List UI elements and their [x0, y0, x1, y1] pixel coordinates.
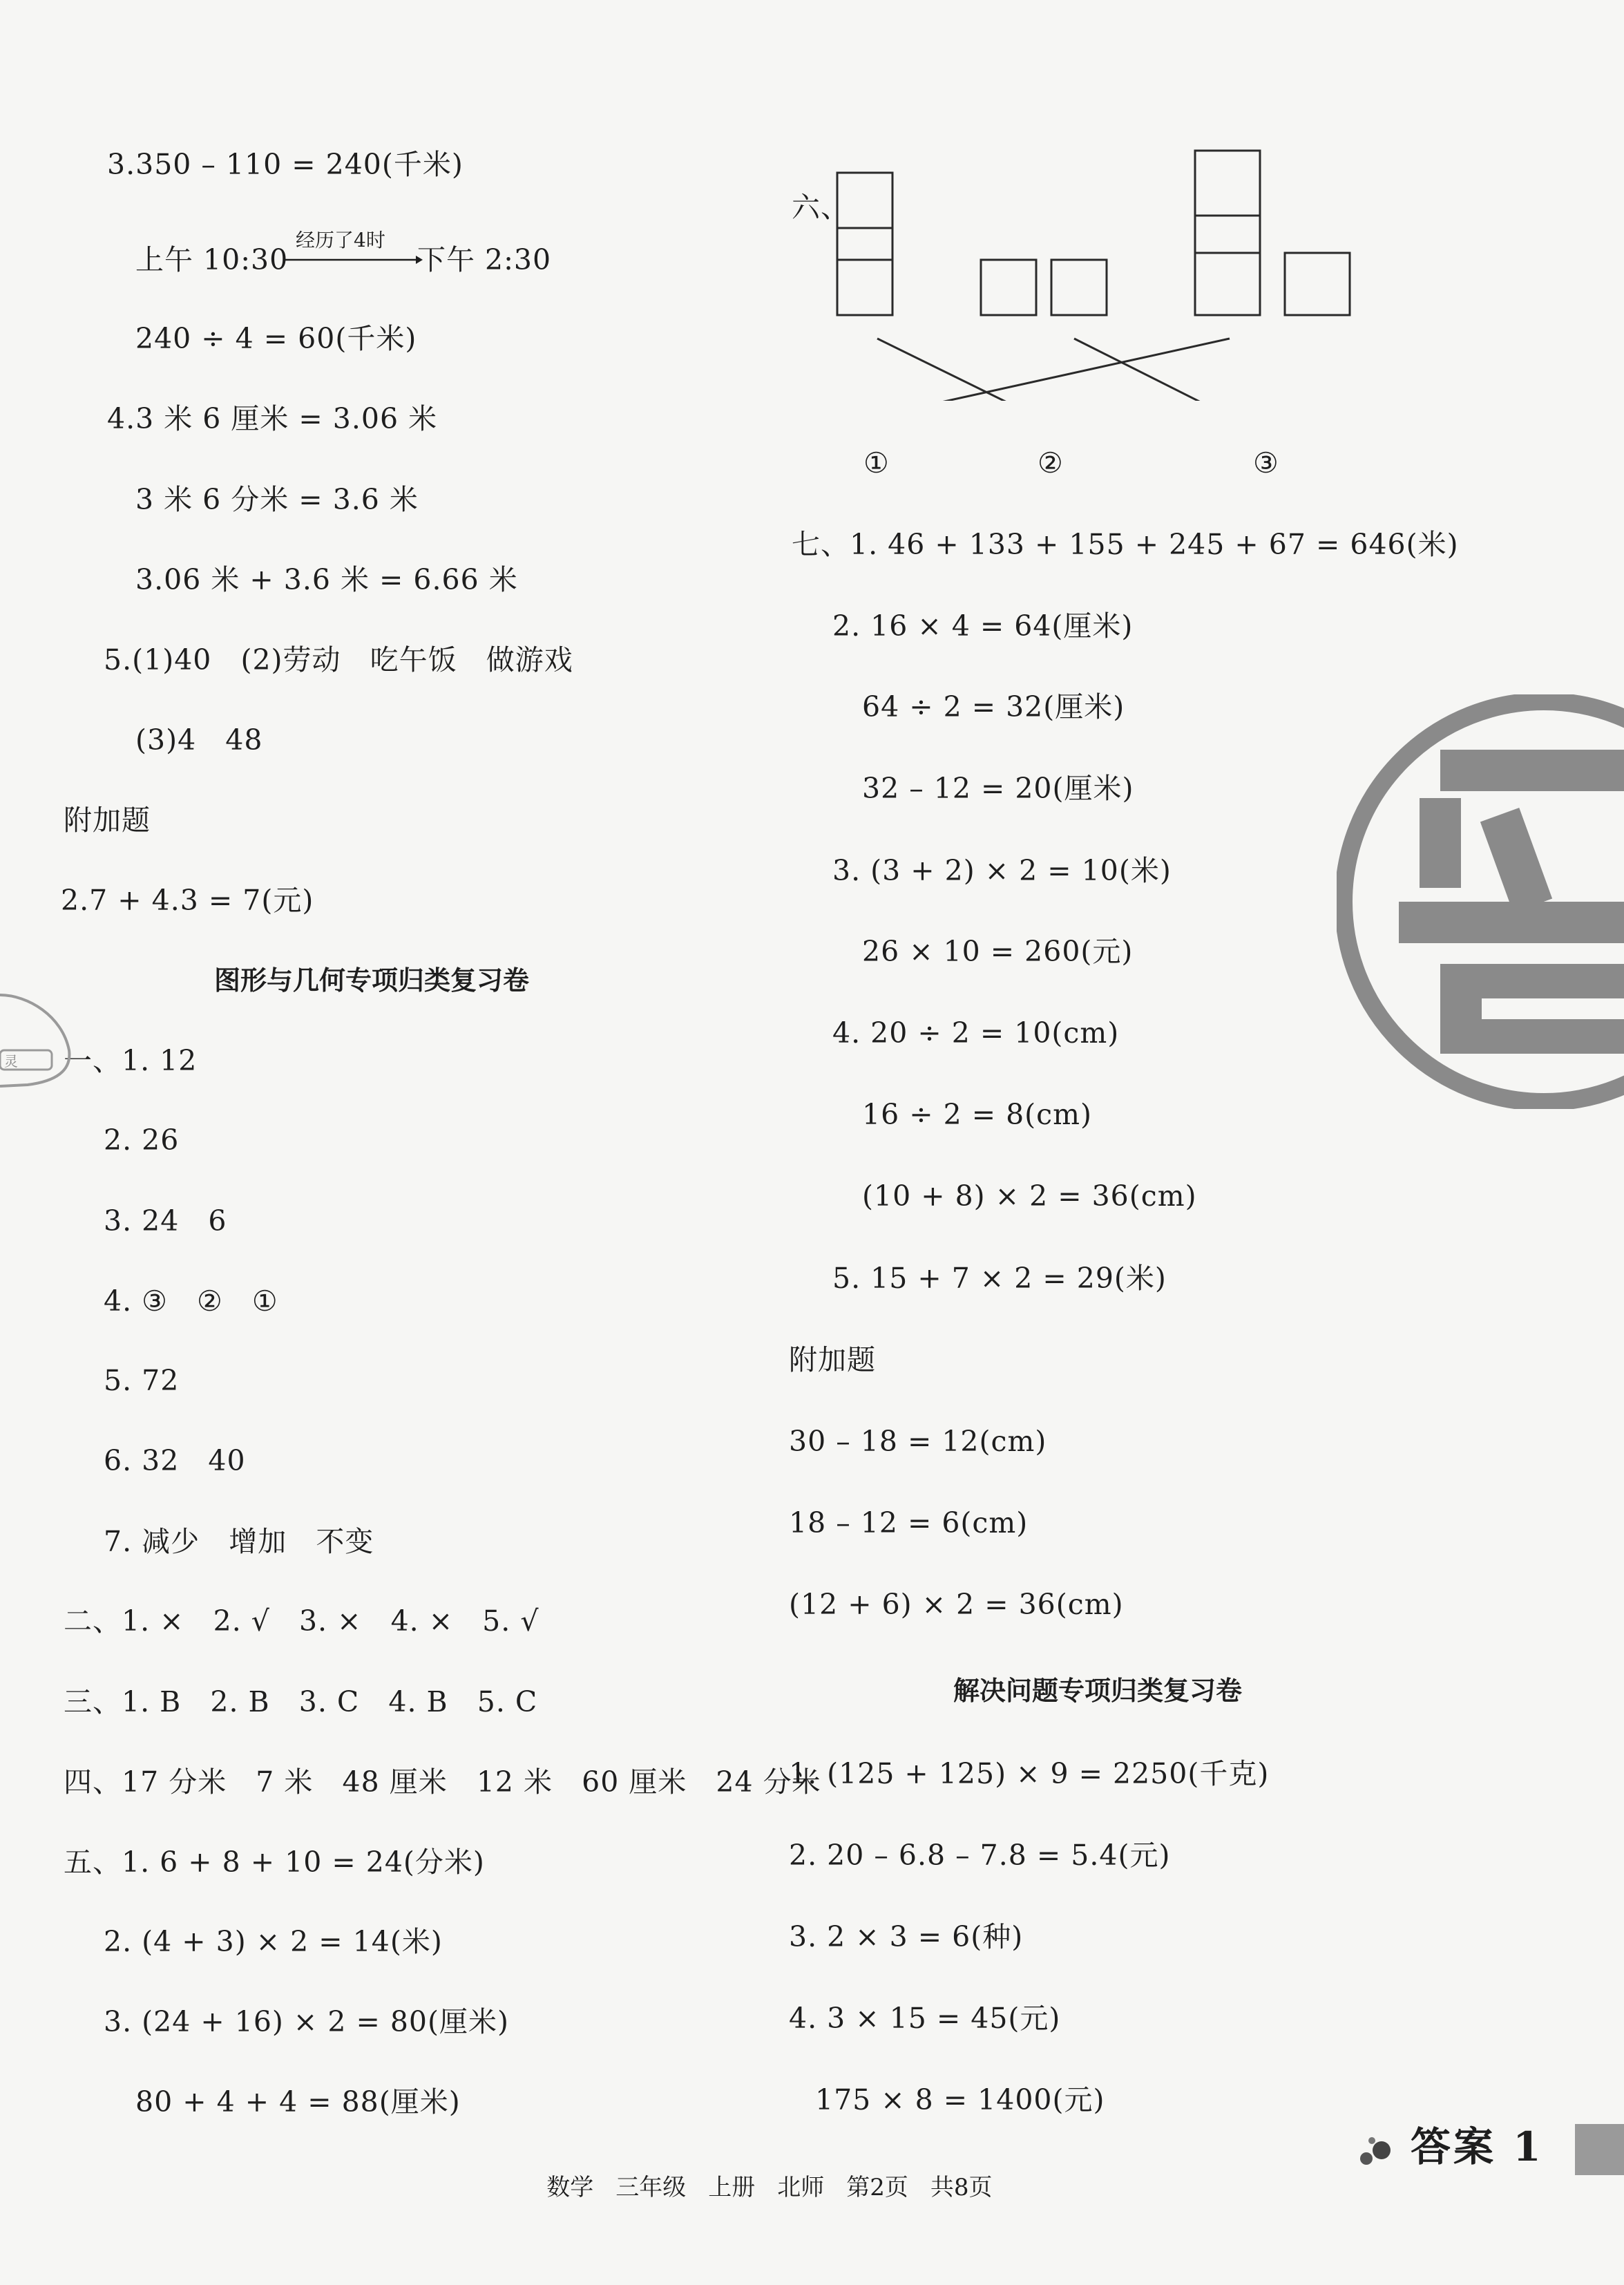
extra-question-title: 附加题	[789, 1343, 876, 1376]
answer-line: 3.06 米 + 3.6 米 = 6.66 米	[135, 563, 518, 596]
page-footer	[517, 2152, 1015, 2223]
answer-line: 3. 2 × 3 = 6(种)	[789, 1920, 1024, 1953]
block-square	[837, 260, 892, 315]
answer-line: 三、1. B 2. B 3. C 4. B 5. C	[64, 1685, 538, 1718]
footer-subject: 数学	[546, 2174, 594, 2201]
answer-line: 2. 20 – 6.8 – 7.8 = 5.4(元)	[789, 1839, 1171, 1872]
answer-line: 2. (4 + 3) × 2 = 14(米)	[104, 1925, 443, 1958]
time-arrow-icon	[285, 253, 423, 267]
footer-grade: 三年级	[615, 2174, 687, 2201]
time-start: 上午 10:30	[135, 243, 289, 276]
answer-line: (3)4 48	[135, 723, 263, 757]
answer-line: 80 + 4 + 4 = 88(厘米)	[135, 2085, 461, 2118]
answer-line: 五、1. 6 + 8 + 10 = 24(分米)	[64, 1846, 485, 1879]
answer-line: 1. (125 + 125) × 9 = 2250(千克)	[789, 1757, 1270, 1790]
answer-line: 3. (24 + 16) × 2 = 80(厘米)	[104, 2005, 509, 2038]
answer-line: 3.350 – 110 = 240(千米)	[107, 148, 464, 181]
figure-label: 六、	[792, 191, 850, 224]
answer-line: 2. 26	[104, 1123, 180, 1157]
block-square	[1051, 260, 1107, 315]
answer-line: 5.(1)40 (2)劳动 吃午饭 做游戏	[104, 643, 573, 676]
footer-volume: 上册	[708, 2174, 756, 2201]
answer-line: 2. 16 × 4 = 64(厘米)	[832, 609, 1134, 643]
answer-line: 二、1. × 2. √ 3. × 4. × 5. √	[64, 1604, 539, 1638]
block-square	[1195, 151, 1260, 216]
block-square	[1285, 253, 1350, 315]
answer-line: 4.3 米 6 厘米 = 3.06 米	[107, 402, 438, 435]
circle-label: ②	[1038, 446, 1064, 480]
answer-line: 240 ÷ 4 = 60(千米)	[135, 322, 417, 355]
answer-line: 七、1. 46 + 133 + 155 + 245 + 67 = 646(米)	[792, 528, 1459, 561]
answer-line: 3 米 6 分米 = 3.6 米	[135, 483, 419, 516]
match-line	[877, 339, 1029, 401]
answer-line: 6. 32 40	[104, 1444, 246, 1477]
block-square	[837, 228, 892, 260]
footer-page-number: 第2页	[846, 2174, 908, 2201]
block-square	[981, 260, 1036, 315]
answer-line: 4. 20 ÷ 2 = 10(cm)	[832, 1016, 1120, 1050]
answer-line: 175 × 8 = 1400(元)	[815, 2083, 1105, 2116]
answer-line: 一、1. 12	[64, 1044, 198, 1077]
answer-line: 4. ③ ② ①	[104, 1284, 278, 1318]
answer-line: 5. 72	[104, 1364, 180, 1397]
extra-question-title: 附加题	[64, 804, 151, 837]
svg-text:灵: 灵	[4, 1053, 18, 1070]
answer-line: 3. 24 6	[104, 1204, 227, 1238]
answer-line: (12 + 6) × 2 = 36(cm)	[789, 1588, 1124, 1621]
time-end: 下午 2:30	[417, 243, 552, 276]
answer-line: 26 × 10 = 260(元)	[862, 935, 1134, 968]
answer-line: 4. 3 × 15 = 45(元)	[789, 2002, 1061, 2035]
answer-badge: 答案 1	[1411, 2123, 1544, 2170]
time-arrow-label: 经历了4时	[296, 229, 385, 252]
stamp-watermark-icon	[1337, 694, 1624, 1109]
section-title: 图形与几何专项归类复习卷	[214, 965, 530, 996]
margin-logo-icon	[0, 967, 76, 1106]
answer-line: 5. 15 + 7 × 2 = 29(米)	[832, 1262, 1167, 1295]
answer-line: (10 + 8) × 2 = 36(cm)	[862, 1179, 1197, 1213]
answer-line: 18 – 12 = 6(cm)	[789, 1506, 1029, 1539]
answer-line: 2.7 + 4.3 = 7(元)	[61, 884, 314, 917]
block-square	[837, 173, 892, 228]
answer-line: 7. 减少 增加 不变	[104, 1525, 374, 1558]
block-square	[1195, 216, 1260, 253]
footer-edition: 北师	[777, 2174, 825, 2201]
section-title: 解决问题专项归类复习卷	[953, 1676, 1243, 1706]
circle-label: ③	[1253, 446, 1279, 480]
block-square	[1195, 253, 1260, 315]
block-figure	[829, 138, 1368, 401]
match-line	[1074, 339, 1223, 401]
answer-line: 32 – 12 = 20(厘米)	[862, 772, 1134, 805]
answer-line: 3. (3 + 2) × 2 = 10(米)	[832, 854, 1172, 887]
circle-label: ①	[863, 446, 890, 480]
answer-line: 四、17 分米 7 米 48 厘米 12 米 60 厘米 24 分米	[64, 1765, 821, 1799]
answer-line: 16 ÷ 2 = 8(cm)	[862, 1098, 1093, 1131]
footer-total-pages: 共8页	[930, 2174, 993, 2201]
answer-line: 30 – 18 = 12(cm)	[789, 1425, 1047, 1458]
answer-line: 64 ÷ 2 = 32(厘米)	[862, 690, 1125, 723]
